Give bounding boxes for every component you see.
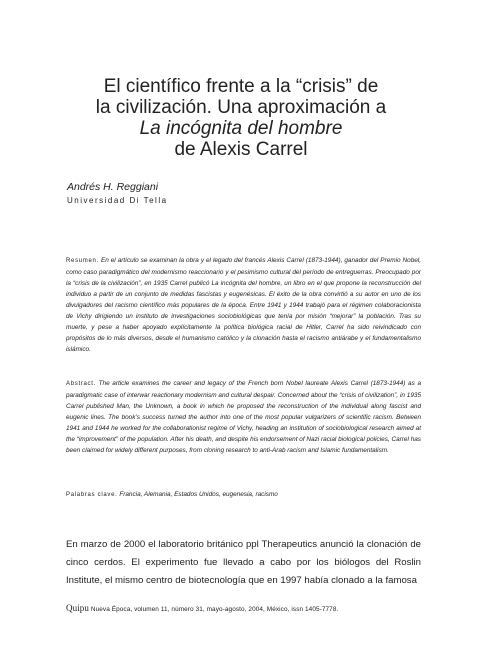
abstract-spanish-label: Resumen.: [66, 258, 99, 264]
journal-footer: [66, 603, 426, 613]
author-name: Andrés H. Reggiani: [67, 181, 159, 193]
author-affiliation: Universidad Di Tella: [67, 196, 168, 205]
abstract-spanish: [66, 255, 421, 355]
keywords-text: Francia, Alemania, Estados Unidos, eugenesia, racismo: [119, 491, 278, 498]
keywords: [66, 489, 421, 501]
title-line-1: El científico frente a la “crisis” de: [103, 76, 379, 97]
article-title: [40, 76, 442, 160]
keywords-label: Palabras clave.: [66, 492, 118, 498]
abstract-english-text: The article examines the career and legacy of the French born Nobel laureate Alexis Carrel (1873-1944) as a paradigmatic case of interwar reactionary modernism and cultural despair. Concerned about the “crisis of civilization”, in 1935 Carrel published Man, the Unknown, a book in which he proposed the reconstruction of the individual along fascist and eugenic lines. The book’s success turned the author into one of the most popular vulgarizers of scientific racism. Between 1941 and 1944 he worked for the collaborationist regime of Vichy, heading an institution of sociobiological research aimed at the “improvement” of the population. After his death, and despite his endorsement of Nazi racial biological policies, Carrel has been claimed for widely different purposes, from cloning research to anti-Arab racism and Islamic fundamentalism.: [66, 380, 421, 454]
abstract-english: [66, 378, 421, 456]
title-line-3: La incógnita del hombre: [139, 118, 343, 139]
abstract-english-label: Abstract.: [66, 381, 96, 387]
title-line-2: la civilización. Una aproximación a: [95, 97, 387, 118]
journal-brand: Quipu: [66, 603, 89, 613]
journal-citation: Nueva Época, volumen 11, número 31, mayo-agosto, 2004, México, issn 1405-7778.: [90, 606, 339, 613]
body-paragraph: En marzo de 2000 el laboratorio británico ppl Therapeutics anunció la clonación de cinco cerdos. El experimento fue llevado a cabo por los biólogos del Roslin Institute, el mismo centro de biotecnología que en 1997 había clonado a la famosa: [66, 539, 421, 586]
abstract-spanish-text: En el artículo se examinan la obra y el legado del francés Alexis Carrel (1873-1944), ganador del Premio Nobel, como caso paradigmático del modernismo reaccionario y el pesimismo cultural del período de entreguerras. Preocupado por la “crisis de la civilización”, en 1935 Carrel publicó La incógnita del hombre, un libro en el que propone la reconstrucción del individuo a partir de un conjunto de medidas fascistas y eugenésicas. El éxito de la obra convirtió a su autor en uno de los divulgadores del racismo científico más populares de la época. Entre 1941 y 1944 trabajó para el régimen colaboracionista de Vichy dirigiendo un instituto de investigaciones sociobiológicas que tenía por misión “mejorar” la población. Tras su muerte, y pese a haber apoyado explícitamente la política biológica racial de Hitler, Carrel ha sido reivindicado con propósitos de lo más diversos, desde el humanismo católico y la clonación hasta el racismo antiárabe y el fundamentalismo islámico.: [66, 257, 422, 353]
title-line-4: de Alexis Carrel: [174, 139, 308, 160]
